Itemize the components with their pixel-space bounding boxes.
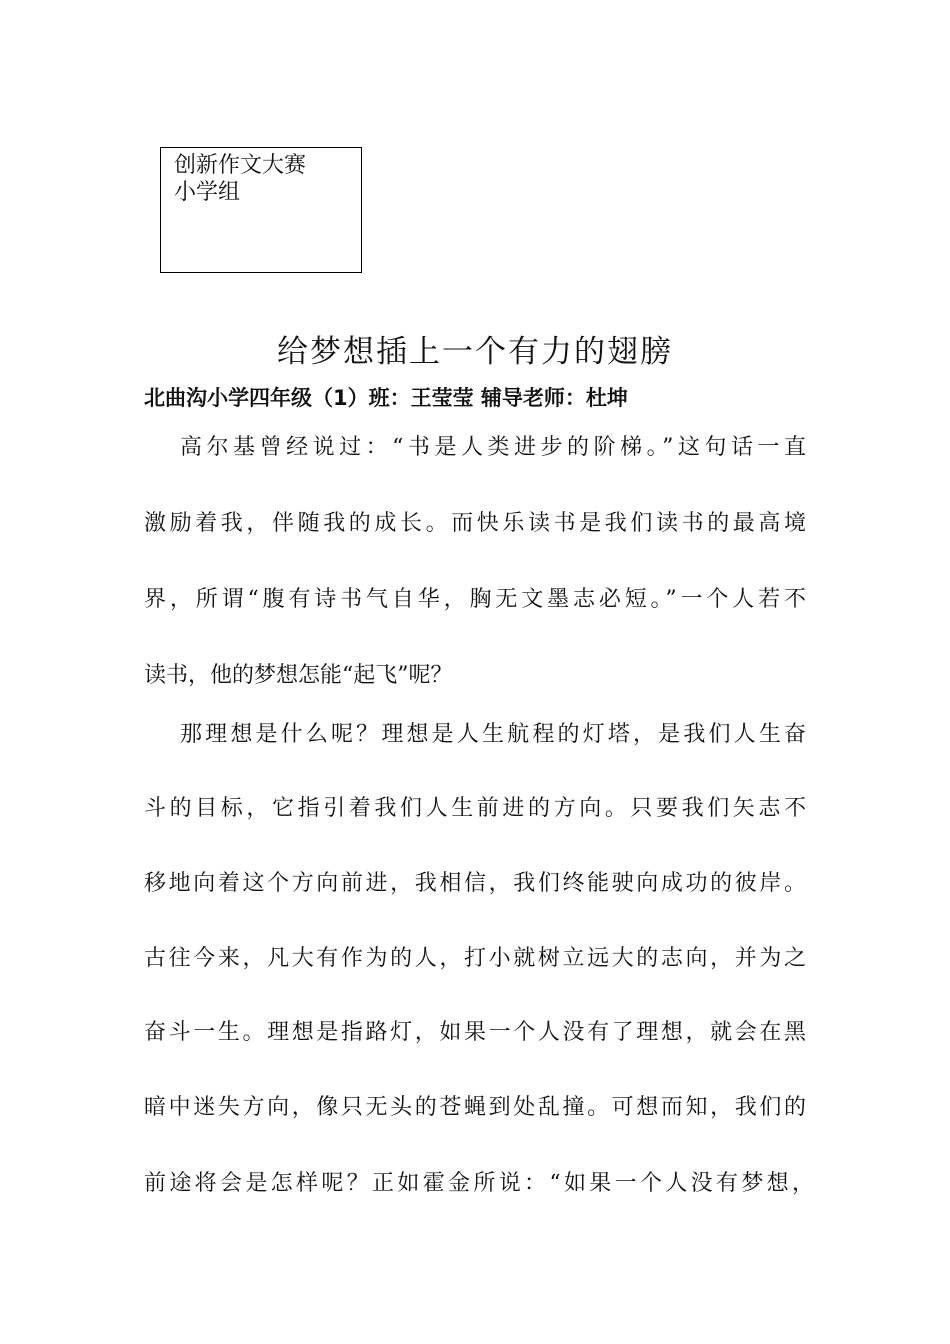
body-line-8: 古往今来，凡大有作为的人，打小就树立远大的志向，并为之	[144, 946, 806, 971]
body-line-10: 暗中迷失方向，像只无头的苍蝇到处乱撞。可想而知，我们的	[144, 1095, 806, 1120]
contest-label-box	[160, 147, 362, 273]
essay-title: 给梦想插上一个有力的翅膀	[277, 334, 673, 370]
contest-name: 创新作文大赛	[174, 153, 307, 178]
body-line-1: 高尔基曾经说过：“书是人类进步的阶梯。”这句话一直	[180, 435, 806, 460]
body-line-4: 读书，他的梦想怎能“起飞”呢？	[144, 663, 453, 688]
contest-group: 小学组	[174, 180, 241, 205]
body-line-5: 那理想是什么呢？理想是人生航程的灯塔，是我们人生奋	[180, 722, 806, 747]
body-line-3: 界，所谓“腹有诗书气自华，胸无文墨志必短。”一个人若不	[144, 587, 806, 612]
author-byline: 北曲沟小学四年级（1）班：王莹莹 辅导老师：杜坤	[144, 386, 628, 410]
body-line-7: 移地向着这个方向前进，我相信，我们终能驶向成功的彼岸。	[144, 871, 806, 896]
body-line-9: 奋斗一生。理想是指路灯，如果一个人没有了理想，就会在黑	[144, 1020, 806, 1045]
body-line-11: 前途将会是怎样呢？正如霍金所说：“如果一个人没有梦想，	[144, 1171, 814, 1196]
body-line-2: 激励着我，伴随我的成长。而快乐读书是我们读书的最高境	[144, 511, 806, 536]
body-line-6: 斗的目标，它指引着我们人生前进的方向。只要我们矢志不	[144, 796, 806, 821]
